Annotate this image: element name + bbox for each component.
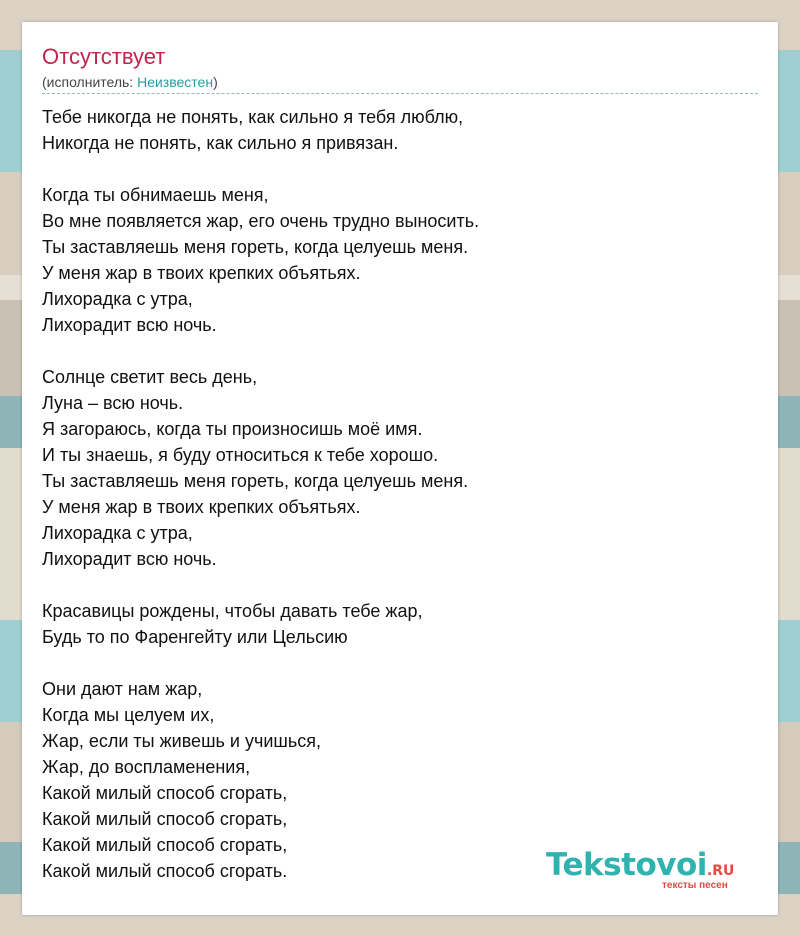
lyric-line: Лихорадка с утра,	[42, 523, 193, 543]
lyric-line: Лихорадит всю ночь.	[42, 549, 217, 569]
lyric-line: Какой милый способ сгорать,	[42, 835, 288, 855]
lyric-line: Когда мы целуем их,	[42, 705, 215, 725]
stanza	[42, 104, 758, 156]
stanza	[42, 364, 758, 572]
lyric-line: Красавицы рождены, чтобы давать тебе жар,	[42, 601, 423, 621]
lyric-line: Когда ты обнимаешь меня,	[42, 185, 269, 205]
lyric-line: Они дают нам жар,	[42, 679, 203, 699]
lyric-line: Лихорадка с утра,	[42, 289, 193, 309]
logo-name: Tekstovoi	[546, 847, 707, 883]
lyric-line: Жар, до воспламенения,	[42, 757, 251, 777]
lyrics-card	[22, 22, 778, 915]
song-title: Отсутствует	[42, 44, 166, 69]
lyric-line: У меня жар в твоих крепких объятьях.	[42, 263, 361, 283]
site-logo[interactable]	[546, 848, 751, 892]
logo-tagline: тексты песен	[662, 880, 728, 891]
artist-prefix: (исполнитель:	[42, 74, 138, 90]
artist-suffix: )	[213, 74, 218, 90]
lyric-line: Какой милый способ сгорать,	[42, 783, 288, 803]
logo-tld: .RU	[706, 863, 735, 879]
lyric-line: Солнце светит весь день,	[42, 367, 258, 387]
lyric-line: Какой милый способ сгорать,	[42, 809, 288, 829]
lyric-line: Я загораюсь, когда ты произносишь моё имя.	[42, 419, 423, 439]
lyric-line: И ты знаешь, я буду относиться к тебе хорошо.	[42, 445, 439, 465]
lyric-line: Никогда не понять, как сильно я привязан.	[42, 133, 399, 153]
lyrics-text	[42, 104, 758, 910]
lyric-line: Жар, если ты живешь и учишься,	[42, 731, 321, 751]
lyric-line: Луна – всю ночь.	[42, 393, 184, 413]
stanza	[42, 182, 758, 338]
stanza	[42, 598, 758, 650]
lyric-line: Лихорадит всю ночь.	[42, 315, 217, 335]
lyric-line: Какой милый способ сгорать.	[42, 861, 288, 881]
artist-line	[42, 73, 218, 91]
artist-link[interactable]: Неизвестен	[137, 74, 214, 90]
lyric-line: Ты заставляешь меня гореть, когда целуешь меня.	[42, 237, 469, 257]
lyric-line: У меня жар в твоих крепких объятьях.	[42, 497, 361, 517]
lyric-line: Будь то по Фаренгейту или Цельсию	[42, 627, 348, 647]
title-divider	[42, 93, 758, 94]
lyric-line: Тебе никогда не понять, как сильно я тебя люблю,	[42, 107, 464, 127]
lyric-line: Во мне появляется жар, его очень трудно выносить.	[42, 211, 480, 231]
lyric-line: Ты заставляешь меня гореть, когда целуешь меня.	[42, 471, 469, 491]
